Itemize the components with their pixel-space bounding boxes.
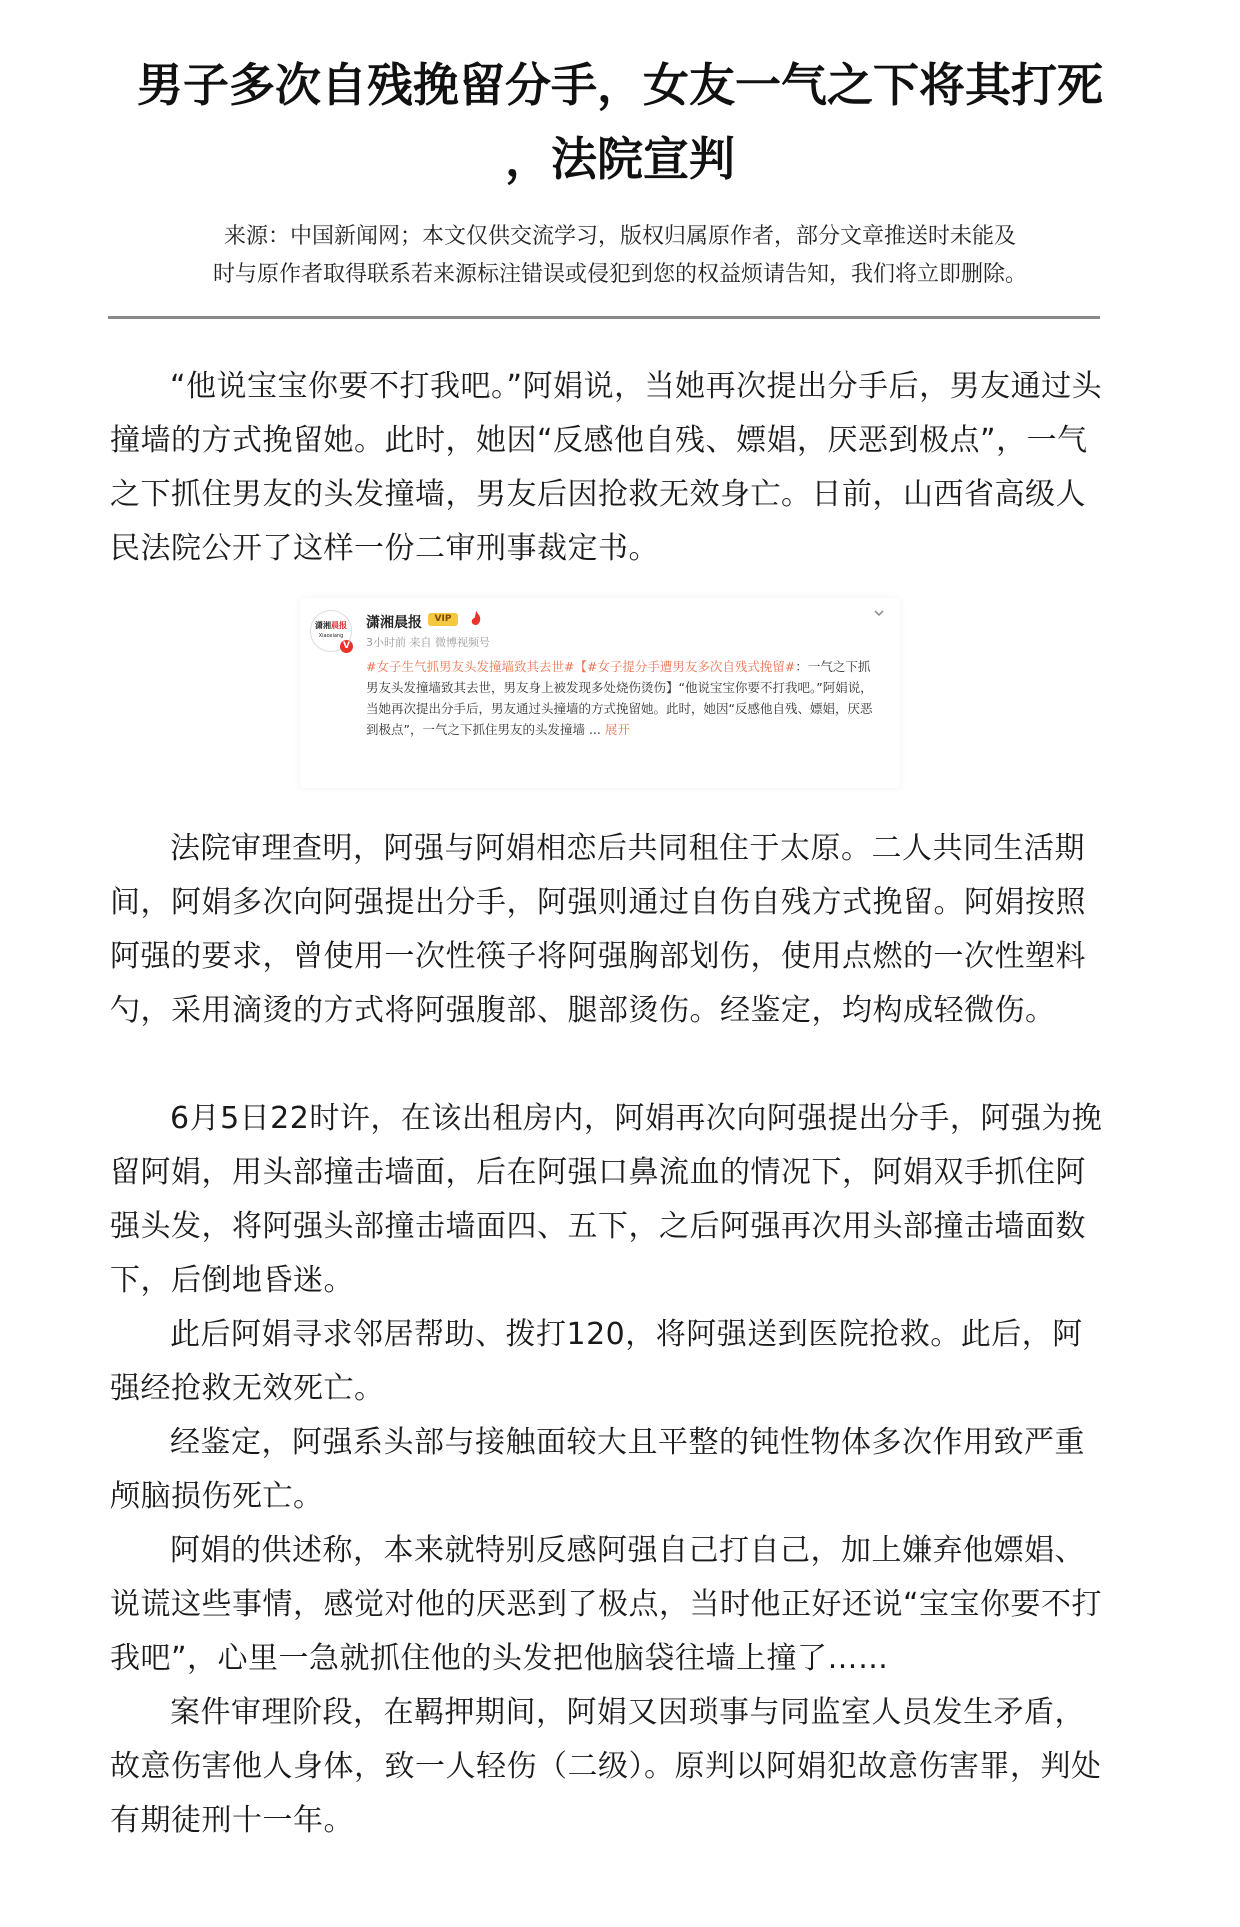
source-note-line-1: 来源：中国新闻网；本文仅供交流学习，版权归属原作者，部分文章推送时未能及 bbox=[223, 224, 1016, 249]
source-note-line-2: 时与原作者取得联系若来源标注错误或侵犯到您的权益烦请告知，我们将立即删除。 bbox=[212, 262, 1027, 287]
paragraph-7: 案件审理阶段，在羁押期间，阿娟又因琐事与同监室人员发生矛盾，故意伤害他人身体，致一人轻伤（二级）。原判以阿娟犯故意伤害罪，判处有期徒刑十一年。 bbox=[110, 1695, 1102, 1838]
paragraph-4: 此后阿娟寻求邻居帮助、拨打120，将阿强送到医院抢救。此后，阿强经抢救无效死亡。 bbox=[110, 1317, 1083, 1406]
vip-badge: VIP bbox=[428, 613, 458, 626]
paragraph-6: 阿娟的供述称，本来就特别反感阿强自己打自己，加上嫌弃他嫖娼、说谎这些事情，感觉对他的厌恶到了极点，当时他正好还说“宝宝你要不打我吧”，心里一急就抓住他的头发把他脑袋往墙上撞了…… bbox=[110, 1533, 1103, 1676]
paragraph-2: 法院审理查明，阿强与阿娟相恋后共同租住于太原。二人共同生活期间，阿娟多次向阿强提出分手，阿强则通过自伤自残方式挽留。阿娟按照阿强的要求，曾使用一次性筷子将阿强胸部划伤，使用点燃的一次性塑料勺，采用滴烫的方式将阿强腹部、腿部烫伤。经鉴定，均构成轻微伤。 bbox=[110, 831, 1086, 1028]
article-title bbox=[100, 48, 1140, 196]
expand-link[interactable]: 展开 bbox=[604, 722, 630, 737]
verified-icon: V bbox=[340, 640, 353, 653]
hashtag-link[interactable]: 【#女子提分手遭男友多次自残式挽留# bbox=[574, 659, 796, 674]
divider bbox=[108, 316, 1100, 319]
source-note bbox=[150, 218, 1090, 294]
paragraph-1: “他说宝宝你要不打我吧。”阿娟说，当她再次提出分手后，男友通过头撞墙的方式挽留她。此时，她因“反感他自残、嫖娼，厌恶到极点”，一气之下抓住男友的头发撞墙，男友后因抢救无效身亡。日前，山西省高级人民法院公开了这样一份二审刑事裁定书。 bbox=[110, 369, 1103, 566]
hashtag-link[interactable]: #女子生气抓男友头发撞墙致其去世# bbox=[366, 659, 575, 674]
article-title-line-2: ，法院宣判 bbox=[505, 132, 735, 186]
flame-icon bbox=[470, 610, 482, 626]
paragraph-5: 经鉴定，阿强系头部与接触面较大且平整的钝性物体多次作用致严重颅脑损伤死亡。 bbox=[110, 1425, 1085, 1514]
article-title-line-1: 男子多次自残挽留分手，女友一气之下将其打死 bbox=[137, 58, 1103, 112]
avatar-logo: 潇湘晨报 Xiaoxiang bbox=[315, 621, 347, 639]
chevron-down-icon[interactable] bbox=[872, 606, 886, 620]
post-body: ：一气之下抓男友头发撞墙致其去世，男友身上被发现多处烧伤烫伤】“他说宝宝你要不打我吧。”阿娟说，当她再次提出分手后，男友通过头撞墙的方式挽留她。此时，她因“反感他自残、嫖娼，厌恶到极点”，一气之下抓住男友的头发撞墙 ... bbox=[366, 659, 873, 737]
account-name[interactable]: 潇湘晨报 bbox=[366, 615, 422, 631]
post-content bbox=[366, 656, 876, 740]
paragraph-3: 6月5日22时许，在该出租房内，阿娟再次向阿强提出分手，阿强为挽留阿娟，用头部撞击墙面，后在阿强口鼻流血的情况下，阿娟双手抓住阿强头发，将阿强头部撞击墙面四、五下，之后阿强再次用头部撞击墙面数下，后倒地昏迷。 bbox=[110, 1101, 1103, 1298]
weibo-embed-card[interactable] bbox=[300, 598, 900, 788]
post-meta: 3小时前 来自 微博视频号 bbox=[366, 636, 490, 649]
